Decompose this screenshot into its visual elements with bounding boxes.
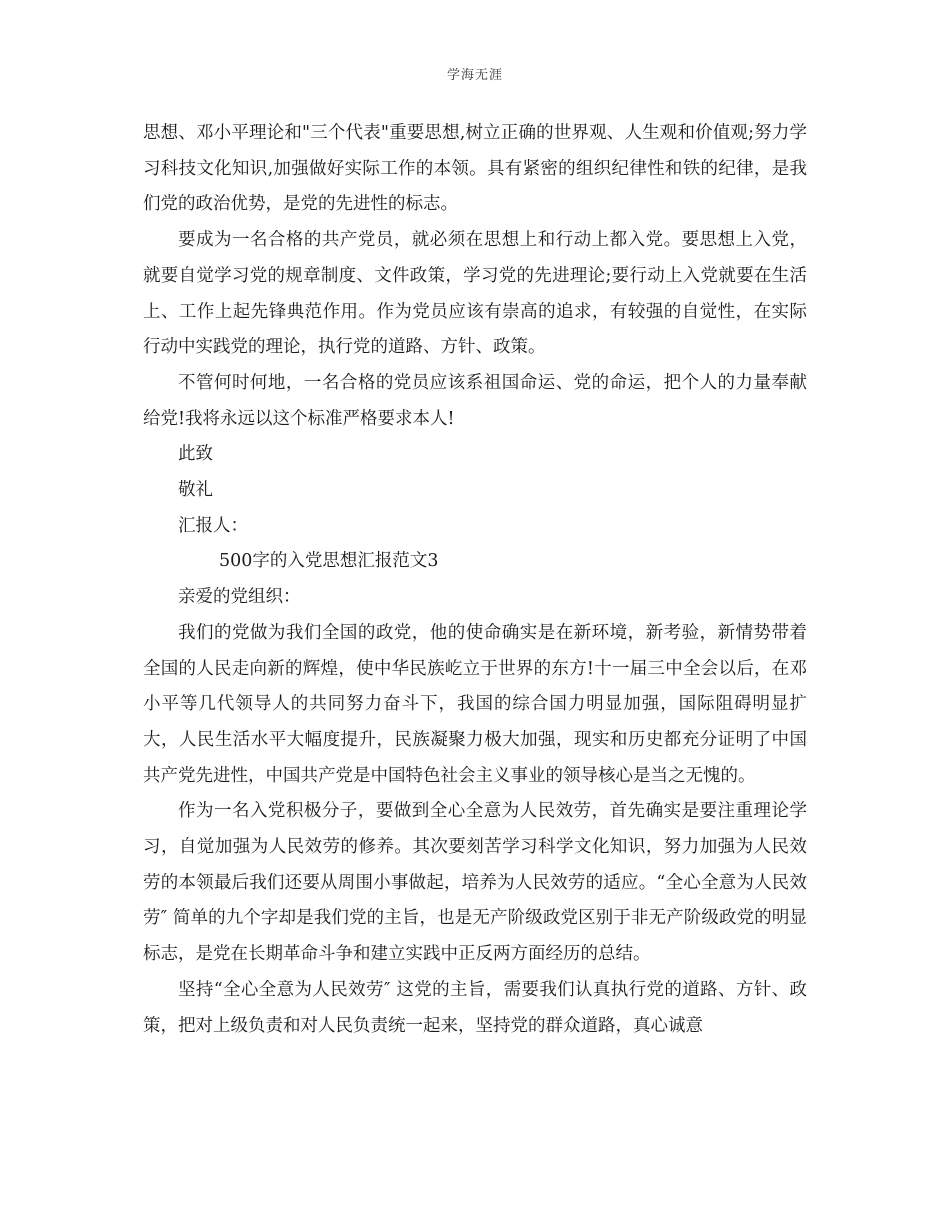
- closing-regards: 敬礼: [178, 480, 213, 501]
- closing-salutation: 此致: [178, 444, 213, 465]
- paragraph-body: 不管何时何地，一名合格的党员应该系祖国命运、党的命运，把个人的力量奉献给党!我将永远以这个标准严格要求本人!: [143, 372, 807, 429]
- paragraph-continuation: 思想、邓小平理论和"三个代表"重要思想,树立正确的世界观、人生观和价值观;努力学习科技文化知识,加强做好实际工作的本领。具有紧密的组织纪律性和铁的纪律，是我们党的政治优势，是党的先进性的标志。: [143, 123, 807, 215]
- paragraph-body: 作为一名入党积极分子，要做到全心全意为人民效劳，首先确实是要注重理论学习，自觉加强为人民效劳的修养。其次要刻苦学习科学文化知识，努力加强为人民效劳的本领最后我们还要从周围小事做起，培养为人民效劳的适应。“全心全意为人民效劳″ 简单的九个字却是我们党的主旨，也是无产阶级政党区别于非无产阶级政党的明显标志，是党在长期革命斗争和建立实践中正反两方面经历的总结。: [143, 801, 807, 965]
- page-header: 学海无涯: [446, 68, 503, 83]
- paragraph-body: 要成为一名合格的共产党员，就必须在思想上和行动上都入党。要思想上入党，就要自觉学习党的规章制度、文件政策，学习党的先进理论;要行动上入党就要在生活上、工作上起先锋典范作用。作为党员应该有崇高的追求，有较强的自觉性，在实际行动中实践党的理论，执行党的道路、方针、政策。: [143, 230, 807, 358]
- document-body: [143, 116, 807, 1044]
- section-title: 500字的入党思想汇报范文3: [219, 551, 439, 572]
- paragraph-body: 我们的党做为我们全国的政党，他的使命确实是在新环境，新考验，新情势带着全国的人民走向新的辉煌，使中华民族屹立于世界的东方!十一届三中全会以后，在邓小平等几代领导人的共同努力奋斗下，我国的综合国力明显加强，国际阻碍明显扩大，人民生活水平大幅度提升，民族凝聚力极大加强，现实和历史都充分证明了中国共产党先进性，中国共产党是中国特色社会主义事业的领导核心是当之无愧的。: [143, 622, 807, 786]
- reporter-label: 汇报人：: [178, 515, 248, 536]
- paragraph-body: 坚持“全心全意为人民效劳″ 这党的主旨，需要我们认真执行党的道路、方针、政策，把对上级负责和对人民负责统一起来，坚持党的群众道路，真心诚意: [143, 979, 807, 1036]
- greeting: 亲爱的党组织：: [178, 587, 301, 608]
